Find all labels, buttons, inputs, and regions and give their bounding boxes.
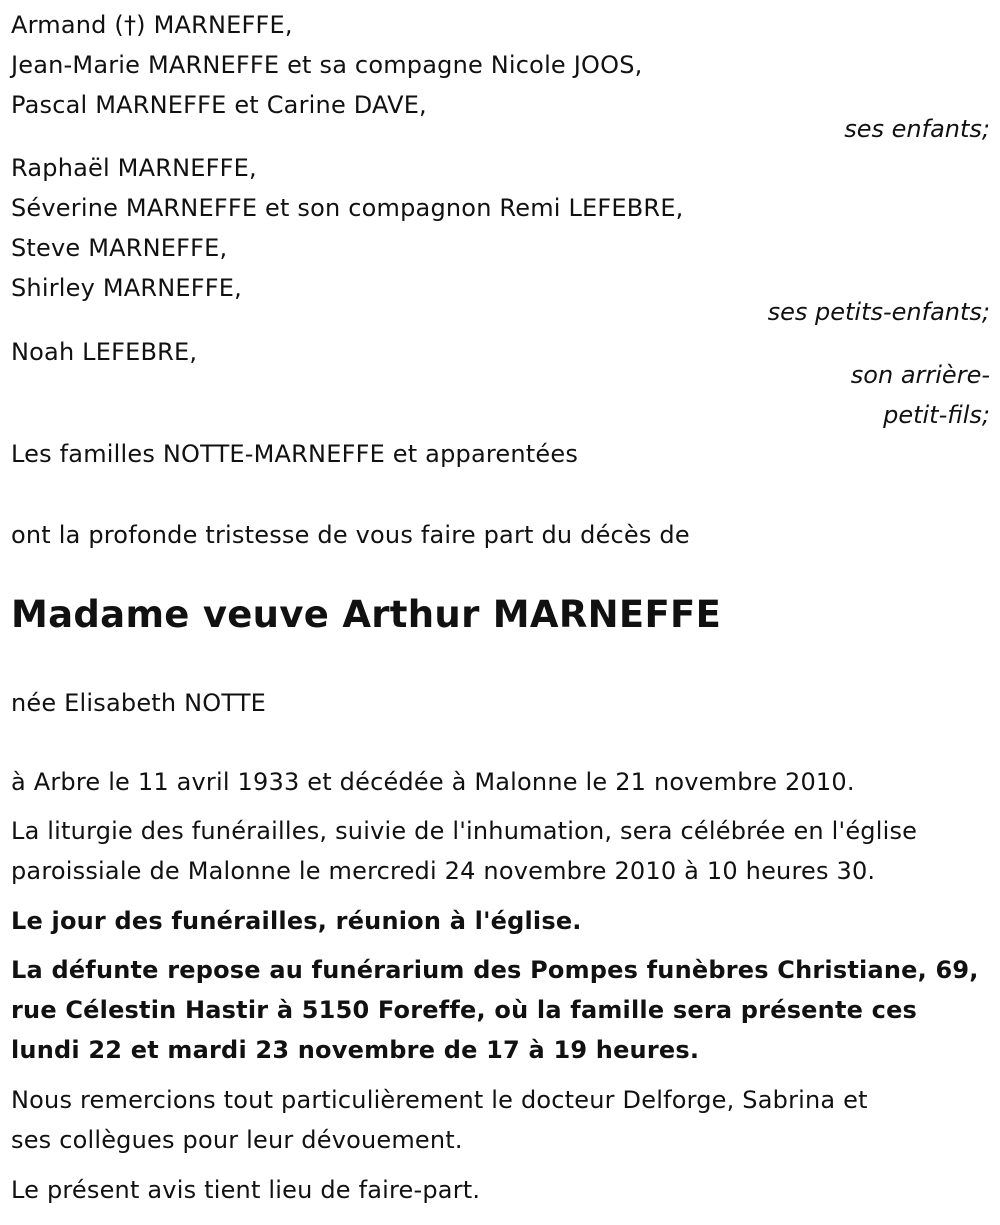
grandchild-line: Shirley MARNEFFE, xyxy=(11,274,242,302)
liturgy-line: paroissiale de Malonne le mercredi 24 novembre 2010 à 10 heures 30. xyxy=(11,857,876,885)
children-role: ses enfants; xyxy=(844,115,990,143)
funerarium-line: La défunte repose au funérarium des Pompes funèbres Christiane, 69, xyxy=(11,956,979,984)
thanks-line: ses collègues pour leur dévouement. xyxy=(11,1126,463,1154)
funerarium-line: lundi 22 et mardi 23 novembre de 17 à 19 heures. xyxy=(11,1036,700,1064)
grandchild-line: Steve MARNEFFE, xyxy=(11,234,228,262)
grandchildren-role: ses petits-enfants; xyxy=(767,298,990,326)
grandchild-line: Raphaël MARNEFFE, xyxy=(11,154,257,182)
child-line: Armand (†) MARNEFFE, xyxy=(11,11,293,39)
thanks-line: Nous remercions tout particulièrement le docteur Delforge, Sabrina et xyxy=(11,1086,868,1114)
great-grandchild-role-1: son arrière- xyxy=(850,361,990,389)
great-grandchild-role-2: petit-fils; xyxy=(883,401,990,429)
grandchild-line: Séverine MARNEFFE et son compagnon Remi LEFEBRE, xyxy=(11,194,684,222)
great-grandchild-line: Noah LEFEBRE, xyxy=(11,338,198,366)
meeting-line: Le jour des funérailles, réunion à l'église. xyxy=(11,907,582,935)
maiden-name: née Elisabeth NOTTE xyxy=(11,689,267,717)
deceased-name: Madame veuve Arthur MARNEFFE xyxy=(11,593,722,636)
liturgy-line: La liturgie des funérailles, suivie de l'inhumation, sera célébrée en l'église xyxy=(11,817,918,845)
birth-death-line: à Arbre le 11 avril 1933 et décédée à Malonne le 21 novembre 2010. xyxy=(11,768,855,796)
funerarium-line: rue Célestin Hastir à 5150 Foreffe, où la famille sera présente ces xyxy=(11,996,918,1024)
child-line: Pascal MARNEFFE et Carine DAVE, xyxy=(11,91,427,119)
announcement-line: ont la profonde tristesse de vous faire part du décès de xyxy=(11,521,690,549)
closing-line: Le présent avis tient lieu de faire-part. xyxy=(11,1176,481,1204)
families-line: Les familles NOTTE-MARNEFFE et apparentées xyxy=(11,440,579,468)
child-line: Jean-Marie MARNEFFE et sa compagne Nicole JOOS, xyxy=(11,51,643,79)
